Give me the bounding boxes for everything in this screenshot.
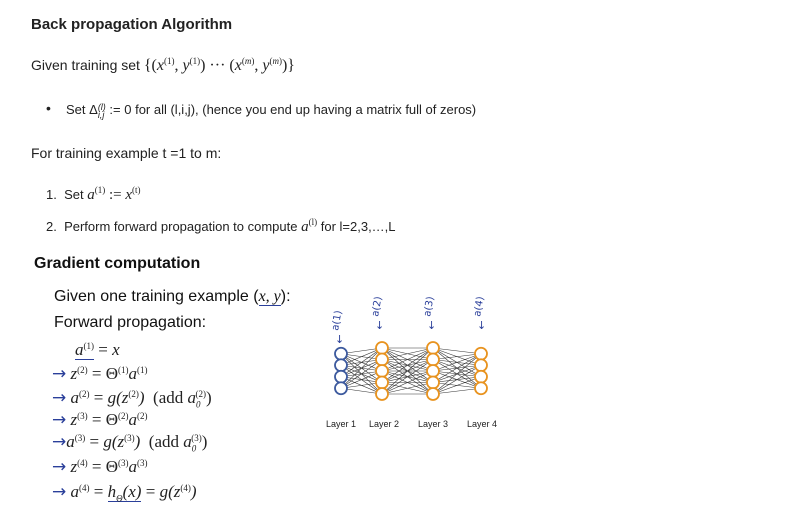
arrow-icon: →	[52, 388, 67, 408]
network-unit	[376, 388, 388, 400]
equation-z4: → $z^{(4)} = \Theta^{(3)}a^{(3)}$	[52, 457, 148, 477]
gradient-title: Gradient computation	[34, 255, 201, 272]
network-unit	[475, 348, 487, 360]
arrow-icon: →	[52, 364, 67, 384]
equation-z3: → $z^{(3)} = \Theta^{(2)}a^{(2)}$	[52, 410, 148, 430]
equation-a2: → $a^{(2)} = g(z^{(2)})$ (add $a_0^{(2)}$)	[52, 388, 212, 410]
network-unit	[335, 359, 347, 371]
down-arrow-icon: ↓	[375, 319, 385, 332]
network-unit	[376, 377, 388, 389]
layer-label: Layer 2	[369, 419, 400, 429]
layer-annotation: a(2)	[370, 295, 385, 318]
network-unit	[475, 359, 487, 371]
layer-annotation: a(4)	[472, 295, 487, 318]
network-unit	[427, 342, 439, 354]
training-set-formula: {($x^{(1)}$, $y^{(1)}$) ··· ($x^{(m)}$, $y^{(m)}$)}	[143, 56, 295, 74]
equation-a1: $a^{(1)} = x$	[75, 340, 120, 359]
given-one-example: Given one training example (x, y):	[54, 288, 291, 305]
network-layer-labels	[326, 419, 497, 429]
delta-indices: (l) i,j	[97, 101, 106, 120]
down-arrow-icon: ↓	[477, 319, 487, 332]
layer-label: Layer 3	[418, 419, 449, 429]
down-arrow-icon: ↓	[427, 319, 437, 332]
network-unit	[376, 342, 388, 354]
arrow-icon: →	[52, 432, 67, 452]
layer-label: Layer 4	[467, 419, 498, 429]
layer-annotation: a(3)	[422, 295, 437, 318]
network-connections	[341, 348, 481, 394]
network-unit	[427, 365, 439, 377]
network-unit	[475, 371, 487, 383]
network-unit	[335, 382, 347, 394]
equation-a4: → $a^{(4)} = h_\Theta(x) = g(z^{(4)})$	[52, 482, 197, 504]
network-unit	[376, 365, 388, 377]
neural-network-diagram	[320, 285, 520, 435]
arrow-icon: →	[52, 482, 67, 502]
forward-propagation-label: Forward propagation:	[54, 314, 207, 331]
equation-a3: $\to a^{(3)} = g(z^{(3)})$ (add $a_0^{(3)}$)	[52, 432, 208, 454]
arrow-icon: →	[52, 410, 67, 430]
network-unit	[475, 382, 487, 394]
step-1: 1. Set $a^{(1)}$ := $x^{(t)}$	[46, 185, 141, 203]
training-set-line	[31, 56, 295, 75]
layer-annotation: a(1)	[330, 309, 345, 332]
step-2: 2. Perform forward propagation to compute $a^{(l)}$ for l=2,3,…,L	[46, 217, 396, 235]
network-unit	[335, 371, 347, 383]
bullet-dot: •	[46, 100, 51, 116]
bullet-prefix: Set Δ	[66, 102, 98, 117]
network-annotations	[330, 296, 486, 346]
network-unit	[427, 388, 439, 400]
loop-header: For training example t =1 to m:	[31, 145, 222, 161]
equation-z2: → $z^{(2)} = \Theta^{(1)}a^{(1)}$	[52, 364, 148, 384]
arrow-icon: →	[52, 457, 67, 477]
network-unit	[376, 354, 388, 366]
page-title: Back propagation Algorithm	[31, 16, 233, 33]
down-arrow-icon: ↓	[335, 333, 345, 346]
network-unit	[427, 354, 439, 366]
bullet-text	[66, 102, 476, 119]
network-unit	[427, 377, 439, 389]
bullet-suffix: := 0 for all (l,i,j), (hence you end up having a matrix full of zeros)	[105, 102, 477, 117]
training-set-prefix: Given training set	[31, 57, 140, 73]
layer-label: Layer 1	[326, 419, 357, 429]
network-unit	[335, 348, 347, 360]
